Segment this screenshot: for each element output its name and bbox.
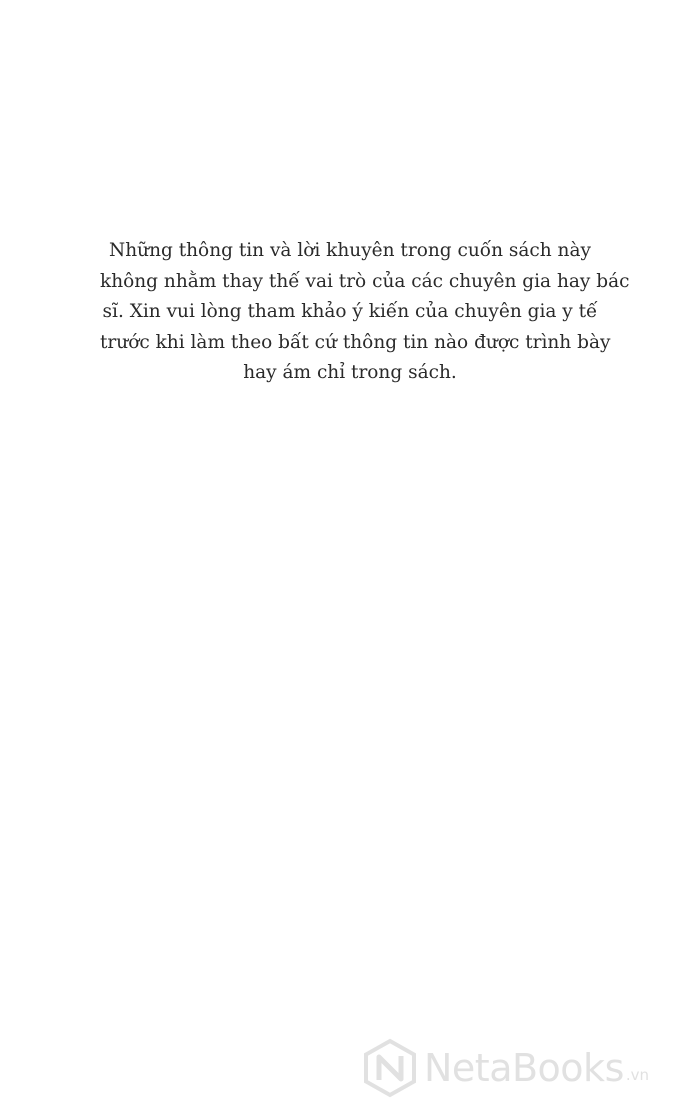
disclaimer-line: không nhằm thay thế vai trò của các chuyên gia hay bác: [100, 270, 630, 292]
disclaimer-text: [100, 236, 630, 389]
netabooks-logo-icon: [360, 1038, 420, 1098]
disclaimer-line: Những thông tin và lời khuyên trong cuốn sách này: [109, 240, 591, 261]
watermark: [360, 1038, 649, 1098]
watermark-brand: NetaBooks: [424, 1046, 624, 1090]
disclaimer-line: sĩ. Xin vui lòng tham khảo ý kiến của chuyên gia y tế: [102, 301, 598, 322]
disclaimer-line: hay ám chỉ trong sách.: [243, 362, 457, 383]
disclaimer-line: trước khi làm theo bất cứ thông tin nào được trình bày: [100, 331, 611, 353]
watermark-suffix: .vn: [625, 1066, 650, 1084]
